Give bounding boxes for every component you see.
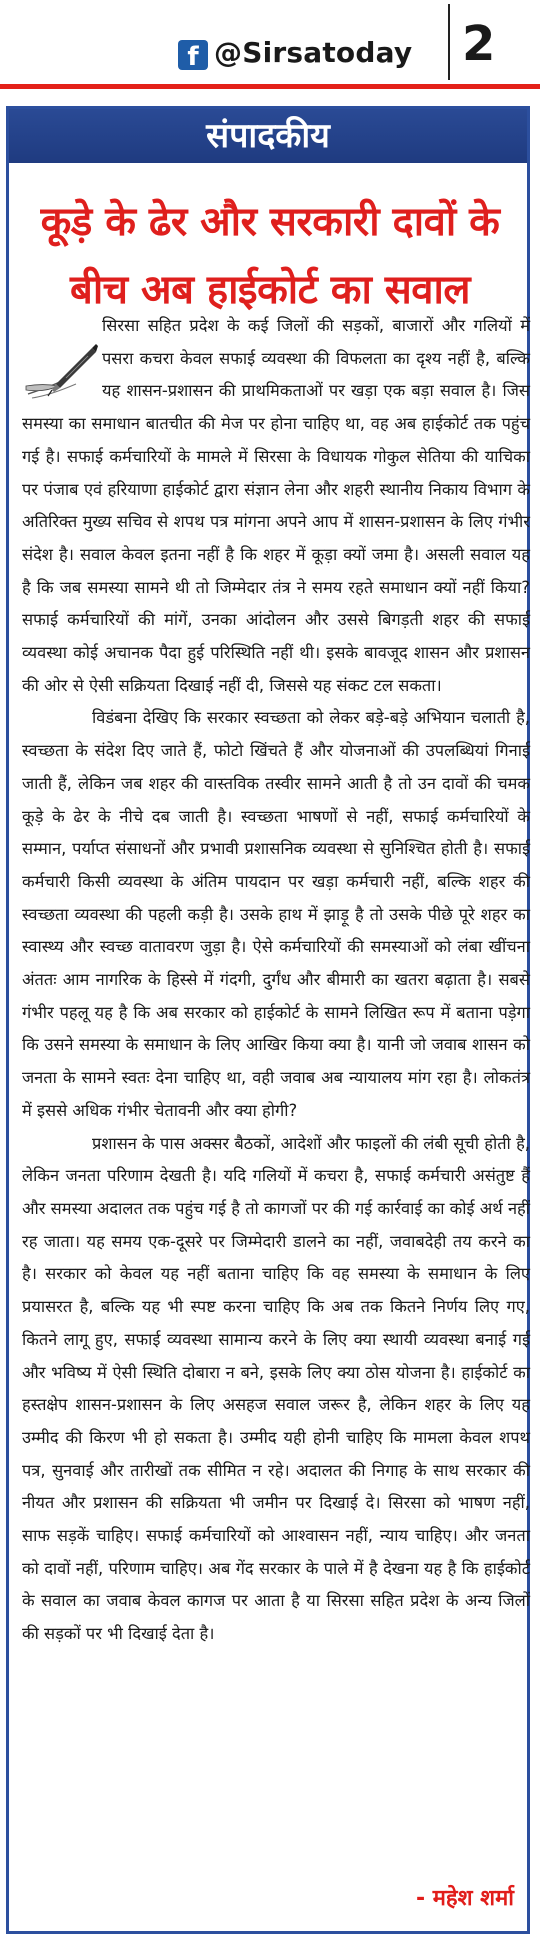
author-byline: - महेश शर्मा: [415, 1886, 514, 1911]
headline-line-1: कूड़े के ढेर और सरकारी दावों के: [40, 199, 500, 245]
section-label: संपादकीय: [206, 116, 330, 156]
article-paragraph-3: प्रशासन के पास अक्सर बैठकों, आदेशों और फाइलों की लंबी सूची होती है, लेकिन जनता परिणाम देखती है। यदि गलियों में कचरा है, सफाई कर्मचारी असंतुष्ट हैं और समस्या अदालत तक पहुंच गई है तो कागजों पर की गई कार्रवाई का कोई अर्थ नहीं रह जाता। यह समय एक-दूसरे पर जिम्मेदारी डालने का नहीं, जवाबदेही तय करने का है। सरकार को केवल यह नहीं बताना चाहिए कि वह समस्या के समाधान के लिए प्रयासरत है, बल्कि यह भी स्पष्ट करना चाहिए कि अब तक कितने निर्णय लिए गए, कितने लागू हुए, सफाई व्यवस्था सामान्य करने के लिए क्या स्थायी व्यवस्था बनाई गई और भविष्य में ऐसी स्थिति दोबारा न बने, इसके लिए क्या ठोस योजना है। हाईकोर्ट का हस्तक्षेप शासन-प्रशासन के लिए असहज सवाल जरूर है, लेकिन शहर के लिए यह उम्मीद की किरण भी हो सकता है। उम्मीद यही होनी चाहिए कि मामला केवल शपथ पत्र, सुनवाई और तारीखों तक सीमित न रहे। अदालत की निगाह के साथ सरकार की नीयत और प्रशासन की सक्रियता भी जमीन पर दिखाई दे। सिरसा को भाषण नहीं, साफ सड़कें चाहिए। सफाई कर्मचारियों को आश्वासन नहीं, न्याय चाहिए। और जनता को दावों नहीं, परिणाम चाहिए। अब गेंद सरकार के पाले में है देखना यह है कि हाईकोर्ट के सवाल का जवाब केवल कागज पर आता है या सिरसा सहित प्रदेश के अन्य जिलों की सड़कों पर भी दिखाई देता है।: [22, 1133, 530, 1644]
facebook-icon[interactable]: f: [178, 40, 208, 70]
section-banner: [9, 109, 527, 163]
article-paragraph-2: विडंबना देखिए कि सरकार स्वच्छता को लेकर बड़े-बड़े अभियान चलाती है, स्वच्छता के संदेश दिए जाते हैं, फोटो खिंचते हैं और योजनाओं की उपलब्धियां गिनाई जाती हैं, लेकिन जब शहर की वास्तविक तस्वीर सामने आती है तो उन दावों की चमक कूड़े के ढेर के नीचे दब जाती है। स्वच्छता भाषणों से नहीं, सफाई कर्मचारियों के सम्मान, पर्याप्त संसाधनों और प्रभावी प्रशासनिक व्यवस्था से सुनिश्चित होती है। सफाई कर्मचारी किसी व्यवस्था के अंतिम पायदान पर खड़ा कर्मचारी नहीं, बल्कि शहर की स्वच्छता व्यवस्था की पहली कड़ी है। उसके हाथ में झाड़ू है तो उसके पीछे पूरे शहर का स्वास्थ्य और स्वच्छ वातावरण जुड़ा है। ऐसे कर्मचारियों की समस्याओं को लंबा खींचना अंततः आम नागरिक के हिस्से में गंदगी, दुर्गंध और बीमारी का खतरा बढ़ाता है। सबसे गंभीर पहलू यह है कि अब सरकार को हाईकोर्ट के सामने लिखित रूप में बताना पड़ेगा कि उसने समस्या के समाधान के लिए आखिर किया क्या है। यानी जो जवाब शासन को जनता के सामने स्वतः देना चाहिए था, वही जवाब अब न्यायालय मांग रहा है। लोकतंत्र में इससे अधिक गंभीर चेतावनी और क्या होगी?: [22, 708, 530, 1120]
article-body: [22, 310, 530, 1651]
masthead-bar: [0, 0, 540, 92]
article-paragraph-1: सिरसा सहित प्रदेश के कई जिलों की सड़कों, बाजारों और गलियों में पसरा कचरा केवल सफाई व्यवस्था की विफलता का दृश्य नहीं है, बल्कि यह शासन-प्रशासन की प्राथमिकताओं पर खड़ा एक बड़ा सवाल है। जिस समस्या का समाधान बातचीत की मेज पर होना चाहिए था, वह अब हाईकोर्ट तक पहुंच गई है। सफाई कर्मचारियों के मामले में सिरसा के विधायक गोकुल सेतिया की याचिका पर पंजाब एवं हरियाणा हाईकोर्ट द्वारा संज्ञान लेना और शहरी स्थानीय निकाय विभाग के अतिरिक्त मुख्य सचिव से शपथ पत्र मांगना अपने आप में शासन-प्रशासन के लिए गंभीर संदेश है। सवाल केवल इतना नहीं है कि शहर में कूड़ा क्यों जमा है। असली सवाल यह है कि जब समस्या सामने थी तो जिम्मेदार तंत्र ने समय रहते समाधान क्यों नहीं किया? सफाई कर्मचारियों की मांगें, उनका आंदोलन और उससे बिगड़ती शहर की सफाई व्यवस्था कोई अचानक पैदा हुई परिस्थिति नहीं थी। इसके बावजूद शासन और प्रशासन की ओर से ऐसी सक्रियता दिखाई नहीं दी, जिससे यह संकट टल सकता।: [22, 316, 530, 695]
headline-line-2: बीच अब हाईकोर्ट का सवाल: [69, 267, 471, 313]
header-rule: [0, 84, 540, 89]
page-number: 2: [462, 16, 496, 72]
header-divider: [448, 4, 450, 80]
social-handle[interactable]: @Sirsatoday: [214, 36, 413, 69]
